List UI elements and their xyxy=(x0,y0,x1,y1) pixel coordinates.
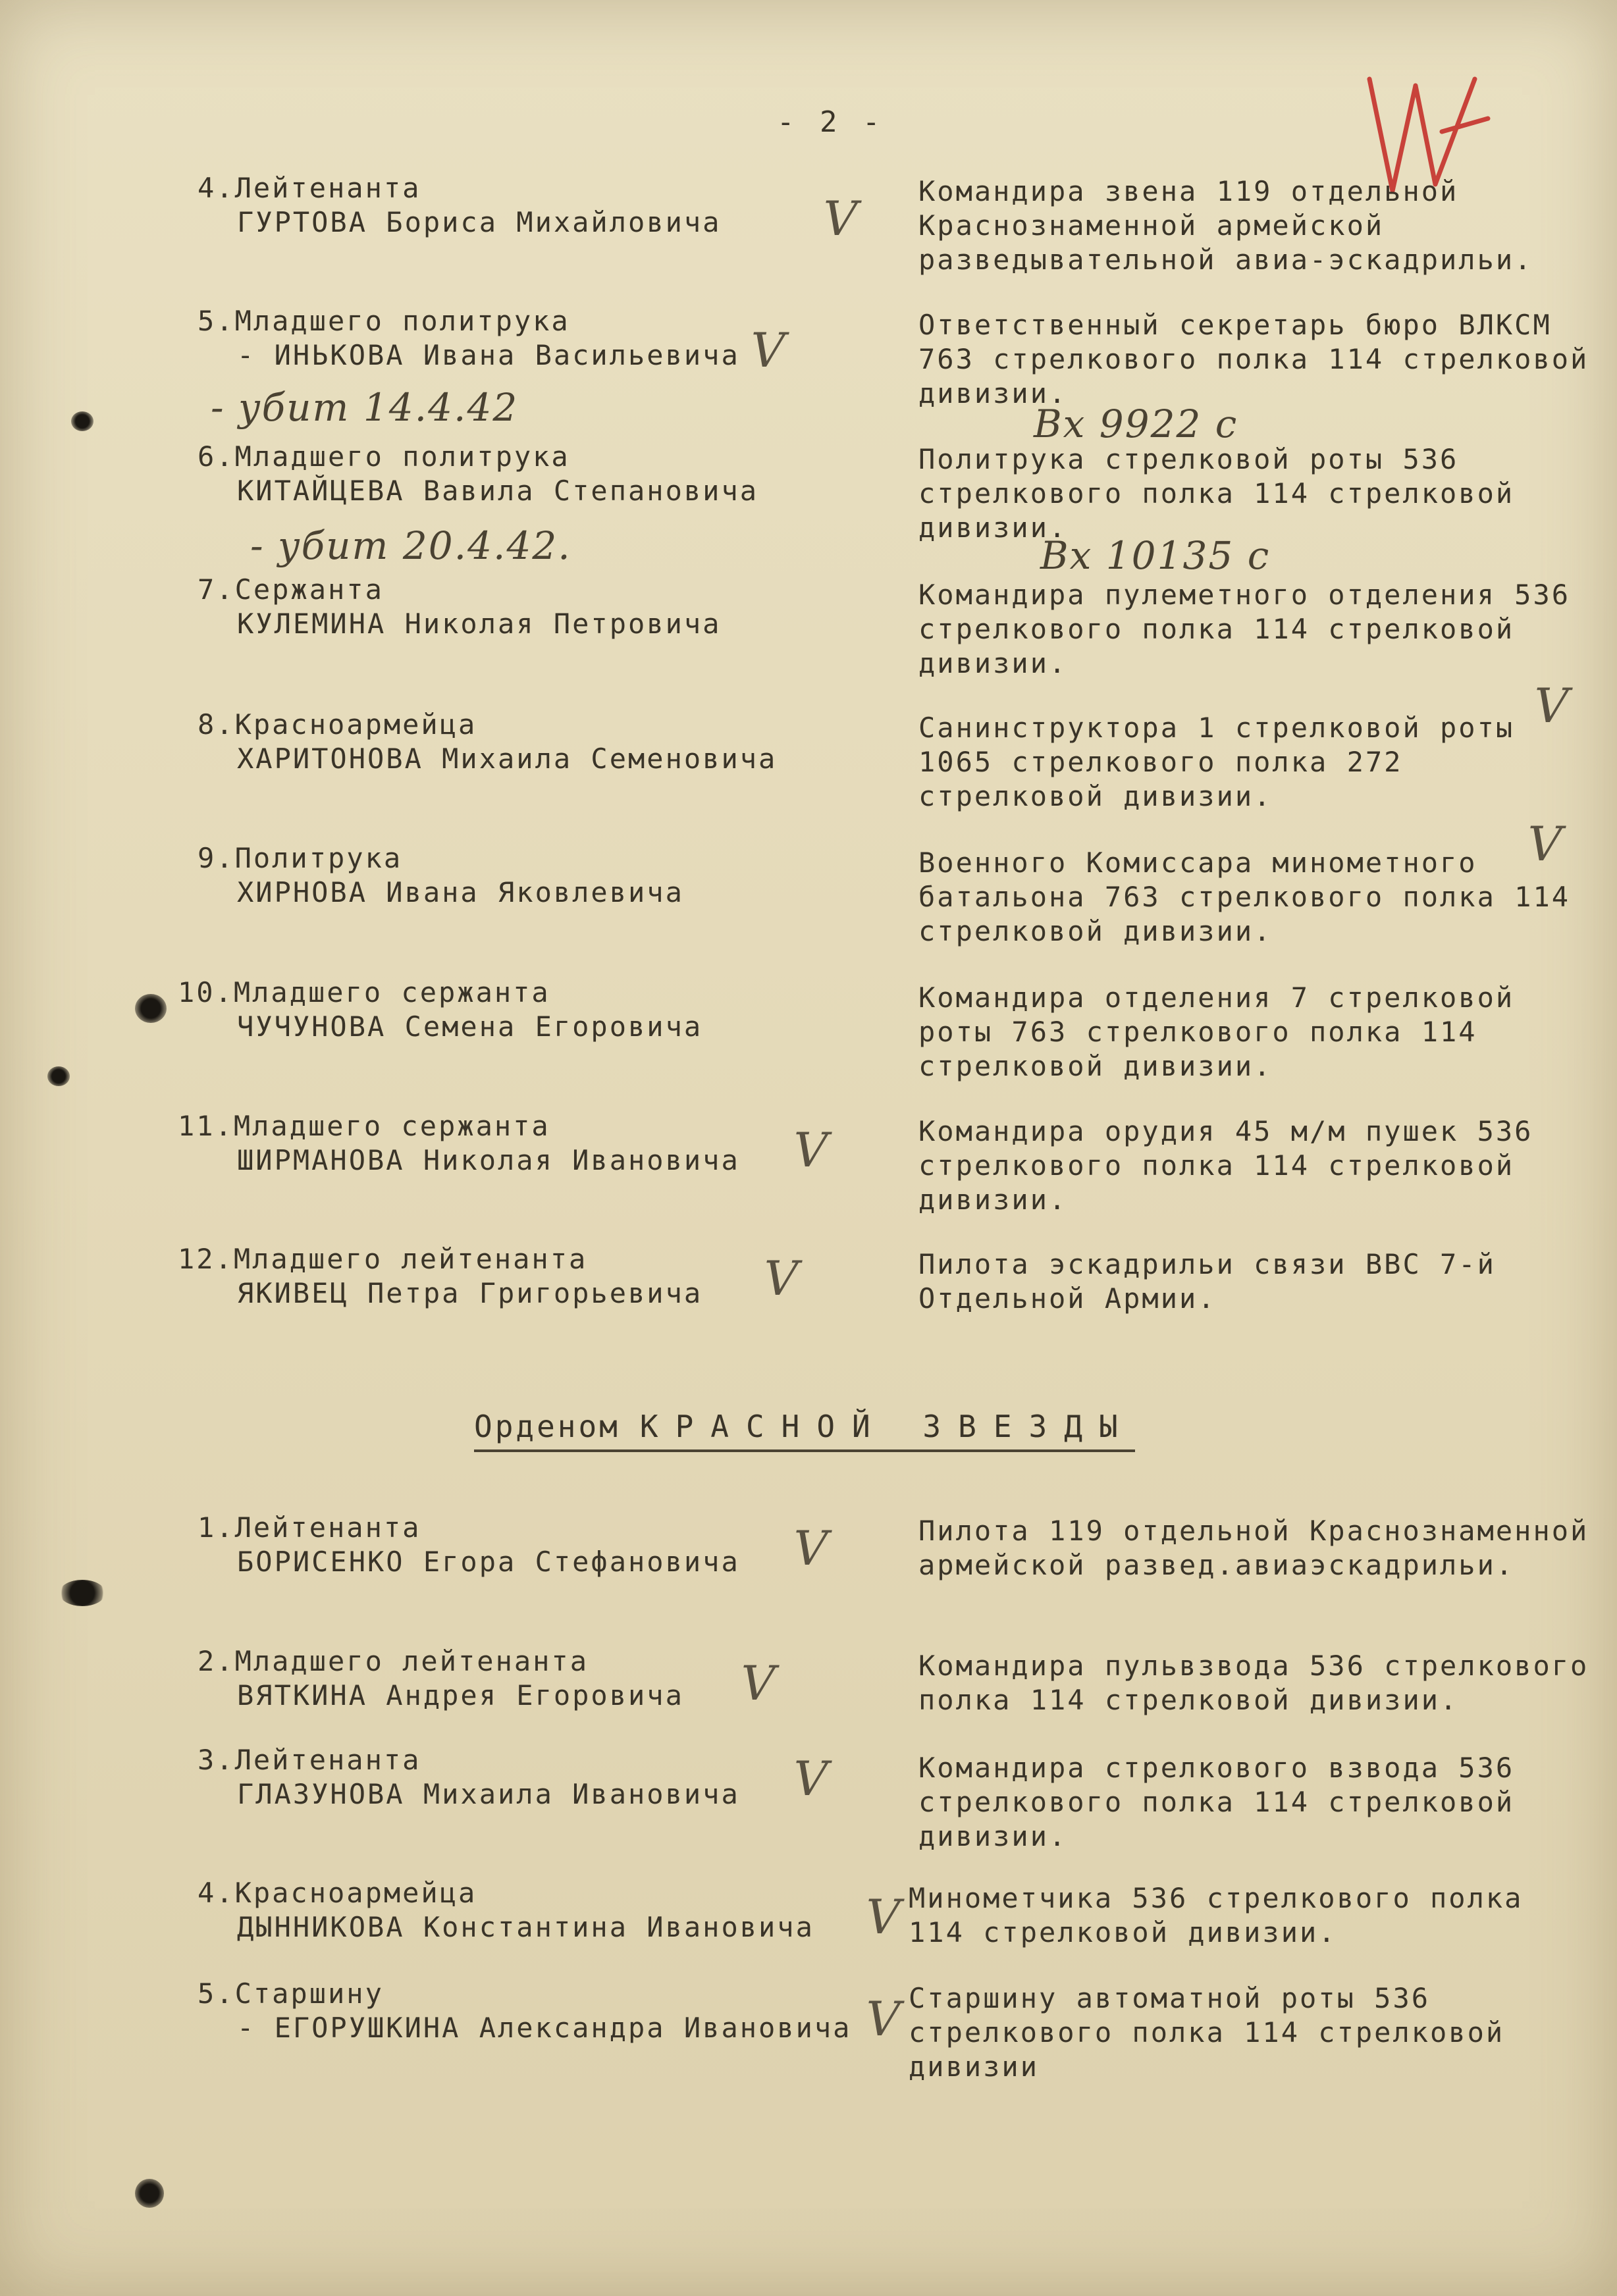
star-entry-3-position: Командира стрелкового взвода 536 стрелкового полка 114 стрелковой дивизии. xyxy=(918,1752,1515,1852)
entry-11-left xyxy=(178,1109,876,1178)
entry-person-name: - ИНЬКОВА Ивана Васильевича xyxy=(237,339,740,371)
entry-rank: 10.Младшего сержанта xyxy=(178,976,550,1008)
star-entry-2-left xyxy=(198,1644,895,1713)
section-title-prefix: Орденом xyxy=(474,1409,620,1444)
check-mark: V xyxy=(860,1991,906,2047)
entry-person-name: ЧУЧУНОВА Семена Егоровича xyxy=(237,1010,703,1043)
entry-person-name: ХИРНОВА Ивана Яковлевича xyxy=(237,876,684,908)
punch-hole xyxy=(135,2179,164,2208)
entry-5-position: Ответственный секретарь бюро ВЛКСМ 763 стрелкового полка 114 стрелковой дивизии. xyxy=(918,309,1589,409)
entry-rank: 8.Красноармейца xyxy=(198,708,477,741)
punch-hole xyxy=(135,994,167,1023)
check-mark: V xyxy=(860,1889,906,1944)
entry-person-name: КИТАЙЦЕВА Вавила Степановича xyxy=(237,475,759,507)
check-mark: V xyxy=(1522,816,1568,872)
entry-9-position: Военного Комиссара минометного батальона 763 стрелкового полка 114 стрелковой дивизии. xyxy=(918,847,1571,947)
entry-person-name: ВЯТКИНА Андрея Егоровича xyxy=(237,1679,684,1711)
star-entry-1-position: Пилота 119 отдельной Краснознаменной армейской развед.авиаэскадрильи. xyxy=(918,1515,1589,1581)
entry-person-name: - ЕГОРУШКИНА Александра Ивановича xyxy=(237,2012,852,2044)
handwritten-killed-note: - убит 20.4.42. xyxy=(250,523,571,568)
entry-person-name: ДЫННИКОВА Константина Ивановича xyxy=(237,1911,814,1943)
star-entry-4-position: Минометчика 536 стрелкового полка 114 стрелковой дивизии. xyxy=(909,1882,1524,1948)
punch-hole xyxy=(59,1580,105,1606)
punch-hole xyxy=(71,411,93,431)
entry-person-name: ЯКИВЕЦ Петра Григорьевича xyxy=(237,1277,703,1309)
check-mark: V xyxy=(1528,678,1574,733)
entry-person-name: ГУРТОВА Бориса Михайловича xyxy=(237,206,722,238)
star-entry-2-position: Командира пульвзвода 536 стрелкового полка 114 стрелковой дивизии. xyxy=(918,1650,1589,1716)
entry-rank: 6.Младшего политрука xyxy=(198,440,570,473)
entry-rank: 2.Младшего лейтенанта xyxy=(198,1645,589,1677)
star-entry-5-left xyxy=(198,1977,895,2045)
section-title-red-star xyxy=(474,1409,1135,1452)
check-mark: V xyxy=(758,1251,804,1306)
entry-rank: 4.Красноармейца xyxy=(198,1877,477,1909)
entry-rank: 3.Лейтенанта xyxy=(198,1744,421,1776)
entry-12-position: Пилота эскадрильи связи ВВС 7-й Отдельной Армии. xyxy=(918,1248,1496,1315)
entry-rank: 12.Младшего лейтенанта xyxy=(178,1243,588,1275)
star-entry-4-left xyxy=(198,1876,895,1944)
entry-person-name: КУЛЕМИНА Николая Петровича xyxy=(237,608,722,640)
entry-rank: 5.Младшего политрука xyxy=(198,305,570,337)
handwritten-killed-note: - убит 14.4.42 xyxy=(211,385,519,430)
star-entry-5-position: Старшину автоматной роты 536 стрелкового полка 114 стрелковой дивизии xyxy=(909,1982,1505,2083)
entry-8-position: Санинструктора 1 стрелковой роты 1065 стрелкового полка 272 стрелковой дивизии. xyxy=(918,712,1515,812)
entry-person-name: ШИРМАНОВА Николая Ивановича xyxy=(237,1144,740,1176)
entry-4-position: Командира звена 119 отдельной Краснознаменной армейской разведывательной авиа-эскадрильи. xyxy=(918,175,1533,276)
entry-10-position: Командира отделения 7 стрелковой роты 763 стрелкового полка 114 стрелковой дивизии. xyxy=(918,981,1515,1082)
entry-rank: 11.Младшего сержанта xyxy=(178,1110,550,1142)
entry-rank: 4.Лейтенанта xyxy=(198,172,421,204)
entry-5-left xyxy=(198,304,895,373)
entry-person-name: ГЛАЗУНОВА Михаила Ивановича xyxy=(237,1778,740,1810)
entry-rank: 7.Сержанта xyxy=(198,573,384,606)
entry-7-left xyxy=(198,573,895,641)
check-mark: V xyxy=(787,1122,834,1178)
entry-6-left xyxy=(198,440,895,508)
entry-person-name: БОРИСЕНКО Егора Стефановича xyxy=(237,1546,740,1578)
entry-8-left xyxy=(198,708,895,776)
check-mark: V xyxy=(787,1521,834,1576)
entry-4-left xyxy=(198,171,895,240)
handwritten-incoming-number: Вх 10135 с xyxy=(1040,533,1271,578)
check-mark: V xyxy=(735,1656,781,1711)
punch-hole xyxy=(47,1066,70,1086)
entry-10-left xyxy=(178,976,876,1044)
check-mark: V xyxy=(817,191,863,246)
check-mark: V xyxy=(745,323,791,378)
entry-11-position: Командира орудия 45 м/м пушек 536 стрелкового полка 114 стрелковой дивизии. xyxy=(918,1115,1533,1216)
handwritten-incoming-number: Вх 9922 с xyxy=(1034,402,1238,446)
entry-rank: 1.Лейтенанта xyxy=(198,1511,421,1544)
entry-rank: 5.Старшину xyxy=(198,1977,384,2010)
entry-person-name: ХАРИТОНОВА Михаила Семеновича xyxy=(237,743,778,775)
entry-9-left xyxy=(198,841,895,910)
check-mark: V xyxy=(787,1751,834,1806)
entry-7-position: Командира пулеметного отделения 536 стрелкового полка 114 стрелковой дивизии. xyxy=(918,579,1571,679)
section-title-main: КРАСНОЙ ЗВЕЗДЫ xyxy=(639,1409,1135,1444)
page-number: - 2 - xyxy=(777,105,884,139)
entry-rank: 9.Политрука xyxy=(198,842,403,874)
entry-6-position: Политрука стрелковой роты 536 стрелкового полка 114 стрелковой дивизии. xyxy=(918,443,1515,544)
